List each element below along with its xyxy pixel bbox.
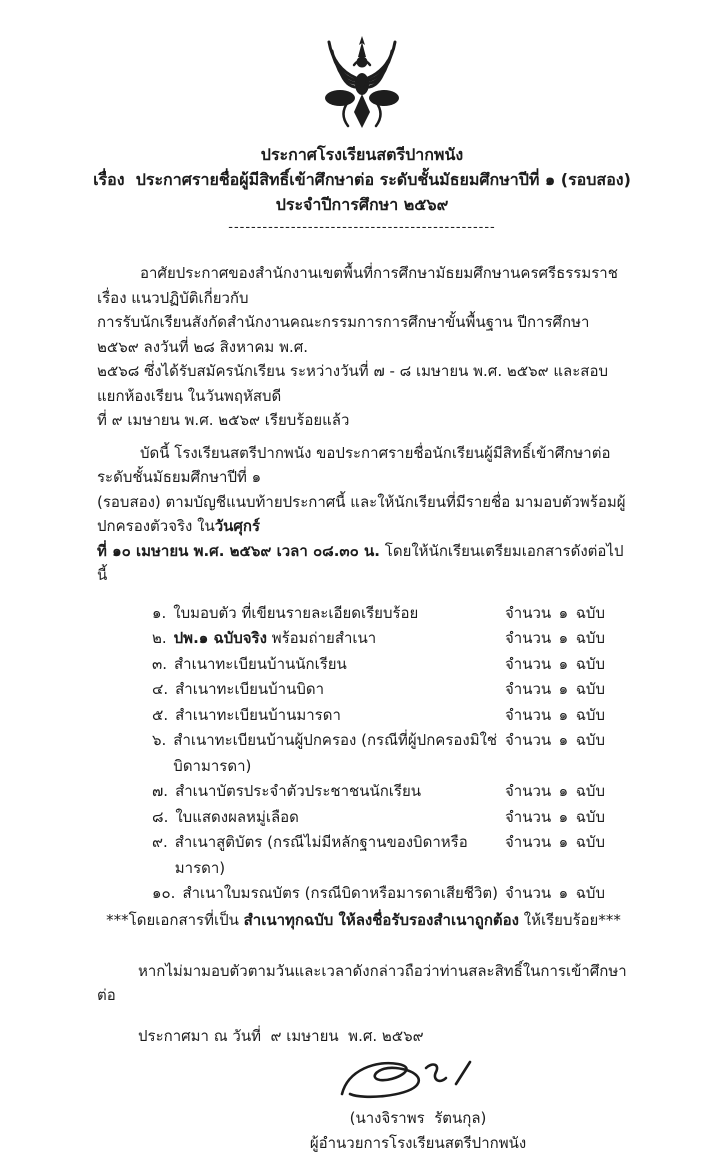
count-label: จำนวน bbox=[505, 603, 552, 622]
item-text bbox=[175, 830, 505, 881]
item-number: ๒. bbox=[152, 629, 167, 647]
note-suffix: ให้เรียบร้อย*** bbox=[519, 910, 621, 929]
item-text-normal: สำเนาใบมรณบัตร (กรณีบิดาหรือมารดาเสียชีวิต) bbox=[182, 884, 498, 902]
count-unit: ฉบับ bbox=[575, 680, 605, 698]
item-text-normal: สำเนาทะเบียนบ้านมารดา bbox=[175, 705, 341, 724]
checklist-row bbox=[152, 601, 630, 627]
item-count bbox=[505, 830, 605, 881]
signature-block bbox=[268, 1052, 568, 1156]
p1-line-4: ที่ ๙ เมษายน พ.ศ. ๒๕๖๙ เรียบร้อยแล้ว bbox=[97, 411, 350, 429]
note-prefix: ***โดยเอกสารที่เป็น bbox=[106, 910, 244, 929]
count-label: จำนวน bbox=[505, 629, 552, 647]
paragraph-2 bbox=[97, 441, 630, 588]
item-number: ๑๐. bbox=[152, 884, 176, 902]
count-label: จำนวน bbox=[505, 884, 552, 902]
checklist-row bbox=[152, 703, 630, 729]
signer-name: (นางจิราพร รัตนกุล) bbox=[349, 1108, 487, 1127]
title-line-3: ประจำปีการศึกษา ๒๕๖๙ bbox=[275, 195, 449, 214]
item-text bbox=[182, 881, 505, 907]
count-unit: ฉบับ bbox=[575, 807, 605, 826]
count-unit: ฉบับ bbox=[575, 603, 605, 622]
item-number: ๘. bbox=[152, 807, 169, 826]
item-number: ๓. bbox=[152, 654, 168, 673]
forfeit-warning bbox=[97, 959, 630, 1007]
checklist-row bbox=[152, 652, 630, 678]
p1-line-1 bbox=[97, 261, 630, 310]
checklist-row bbox=[152, 626, 630, 652]
title-line-2: เรื่อง ประกาศรายชื่อผู้มีสิทธิ์เข้าศึกษาต่อ ระดับชั้นมัธยมศึกษาปีที่ ๑ (รอบสอง) bbox=[93, 170, 631, 189]
emblem-container bbox=[0, 0, 724, 134]
document-header bbox=[0, 142, 724, 239]
item-text bbox=[175, 805, 505, 831]
count-value: ๑ bbox=[558, 782, 569, 800]
copies-note bbox=[97, 908, 630, 933]
item-number: ๕. bbox=[152, 705, 169, 724]
count-value: ๑ bbox=[558, 833, 569, 851]
count-value: ๑ bbox=[558, 884, 569, 902]
item-count bbox=[505, 677, 605, 703]
p2-line-2-bold: วันศุกร์ bbox=[214, 517, 261, 535]
garuda-emblem-icon bbox=[302, 34, 422, 132]
item-number: ๗. bbox=[152, 782, 169, 800]
p1-line-1-text: อาศัยประกาศของสำนักงานเขตพื้นที่การศึกษามัธยมศึกษานครศรีธรรมราช เรื่อง แนวปฏิบัติเกี่ยวกับ bbox=[97, 264, 623, 307]
note-bold: สำเนาทุกฉบับ ให้ลงชื่อรับรองสำเนาถูกต้อง bbox=[243, 910, 519, 929]
count-label: จำนวน bbox=[505, 680, 552, 698]
p1-line-2: การรับนักเรียนสังกัดสำนักงานคณะกรรมการการศึกษาขั้นพื้นฐาน ปีการศึกษา ๒๕๖๙ ลงวันที่ ๒๘ สิงหาคม พ.ศ. bbox=[97, 313, 595, 356]
item-count bbox=[505, 805, 605, 831]
item-text-normal: สำเนาบัตรประจำตัวประชาชนนักเรียน bbox=[175, 782, 422, 800]
title-line-1: ประกาศโรงเรียนสตรีปากพนัง bbox=[260, 145, 464, 164]
item-count bbox=[505, 626, 605, 652]
count-value: ๑ bbox=[558, 654, 569, 673]
count-unit: ฉบับ bbox=[575, 833, 605, 851]
count-label: จำนวน bbox=[505, 833, 552, 851]
item-text bbox=[173, 601, 505, 627]
item-text bbox=[175, 677, 505, 703]
item-text-normal: ใบแสดงผลหมู่เลือด bbox=[175, 807, 299, 826]
p2-line-3 bbox=[97, 539, 630, 588]
document-body bbox=[0, 261, 724, 1156]
checklist-row bbox=[152, 881, 630, 907]
p1-line-3: ๒๕๖๘ ซึ่งได้รับสมัครนักเรียน ระหว่างวันที่ ๗ - ๘ เมษายน พ.ศ. ๒๕๖๙ และสอบแยกห้องเรียน ในวันพฤหัสบดี bbox=[97, 362, 608, 405]
item-number: ๖. bbox=[152, 731, 167, 749]
count-label: จำนวน bbox=[505, 654, 552, 673]
count-label: จำนวน bbox=[505, 705, 552, 724]
item-number: ๙. bbox=[152, 833, 168, 851]
item-text-normal: สำเนาทะเบียนบ้านบิดา bbox=[175, 680, 325, 698]
count-unit: ฉบับ bbox=[575, 731, 605, 749]
item-count bbox=[505, 779, 605, 805]
count-unit: ฉบับ bbox=[575, 705, 605, 724]
item-text-normal: สำเนาทะเบียนบ้านผู้ปกครอง (กรณีที่ผู้ปกครองมิใช่บิดามารดา) bbox=[173, 731, 498, 775]
paragraph-1 bbox=[97, 261, 630, 433]
checklist-row bbox=[152, 728, 630, 779]
item-text bbox=[174, 652, 505, 678]
checklist-row bbox=[152, 779, 630, 805]
checklist-row bbox=[152, 830, 630, 881]
document-checklist bbox=[97, 601, 630, 907]
item-number: ๔. bbox=[152, 680, 169, 698]
item-text bbox=[173, 728, 505, 779]
count-value: ๑ bbox=[558, 807, 569, 826]
count-value: ๑ bbox=[558, 603, 569, 622]
item-text-normal: สำเนาสูติบัตร (กรณีไม่มีหลักฐานของบิดาหรือมารดา) bbox=[174, 833, 468, 877]
count-value: ๑ bbox=[558, 680, 569, 698]
p2-line-2-normal: (รอบสอง) ตามบัญชีแนบท้ายประกาศนี้ และให้นักเรียนที่มีรายชื่อ มามอบตัวพร้อมผู้ปกครองตัวจริง ใน bbox=[97, 492, 626, 535]
issued-date-text: ประกาศมา ณ วันที่ ๙ เมษายน พ.ศ. ๒๕๖๙ bbox=[138, 1026, 424, 1045]
item-text bbox=[174, 626, 505, 652]
count-unit: ฉบับ bbox=[575, 884, 605, 902]
item-count bbox=[505, 703, 605, 729]
signature-icon bbox=[328, 1052, 508, 1106]
count-unit: ฉบับ bbox=[575, 629, 605, 647]
p2-line-3-bold: ที่ ๑๐ เมษายน พ.ศ. ๒๕๖๙ เวลา ๐๘.๓๐ น. bbox=[97, 541, 380, 560]
count-value: ๑ bbox=[558, 731, 569, 749]
p2-line-1-text: บัดนี้ โรงเรียนสตรีปากพนัง ขอประกาศรายชื่อนักเรียนผู้มีสิทธิ์เข้าศึกษาต่อ ระดับชั้นมัธยมศึกษาปีที่ ๑ bbox=[97, 443, 616, 486]
count-label: จำนวน bbox=[505, 782, 552, 800]
item-number: ๑. bbox=[152, 603, 167, 622]
item-text bbox=[175, 703, 505, 729]
item-count bbox=[505, 881, 605, 907]
p2-line-1 bbox=[97, 441, 630, 490]
item-count bbox=[505, 652, 605, 678]
item-text-bold: ปพ.๑ ฉบับจริง bbox=[173, 629, 267, 647]
item-count bbox=[505, 728, 605, 779]
item-count bbox=[505, 601, 605, 627]
count-label: จำนวน bbox=[505, 731, 552, 749]
count-value: ๑ bbox=[558, 629, 569, 647]
p2-line-3-normal: โดยให้นักเรียนเตรียมเอกสารดังต่อไปนี้ bbox=[97, 541, 624, 584]
count-unit: ฉบับ bbox=[575, 782, 605, 800]
forfeit-warning-text: หากไม่มามอบตัวตามวันและเวลาดังกล่าวถือว่าท่านสละสิทธิ์ในการเข้าศึกษาต่อ bbox=[97, 961, 627, 1004]
signer-position: ผู้อำนวยการโรงเรียนสตรีปากพนัง bbox=[309, 1133, 527, 1152]
item-text-normal: ใบมอบตัว ที่เขียนรายละเอียดเรียบร้อย bbox=[173, 603, 419, 622]
count-unit: ฉบับ bbox=[575, 654, 605, 673]
item-text-normal: สำเนาทะเบียนบ้านนักเรียน bbox=[174, 654, 347, 673]
checklist-row bbox=[152, 677, 630, 703]
count-value: ๑ bbox=[558, 705, 569, 724]
count-label: จำนวน bbox=[505, 807, 552, 826]
item-text-normal: พร้อมถ่ายสำเนา bbox=[266, 629, 377, 647]
p2-line-2 bbox=[97, 490, 630, 539]
issued-date-line bbox=[97, 1024, 630, 1048]
checklist-row bbox=[152, 805, 630, 831]
header-divider: ----------------------------------------------- bbox=[228, 220, 496, 235]
item-text bbox=[175, 779, 505, 805]
